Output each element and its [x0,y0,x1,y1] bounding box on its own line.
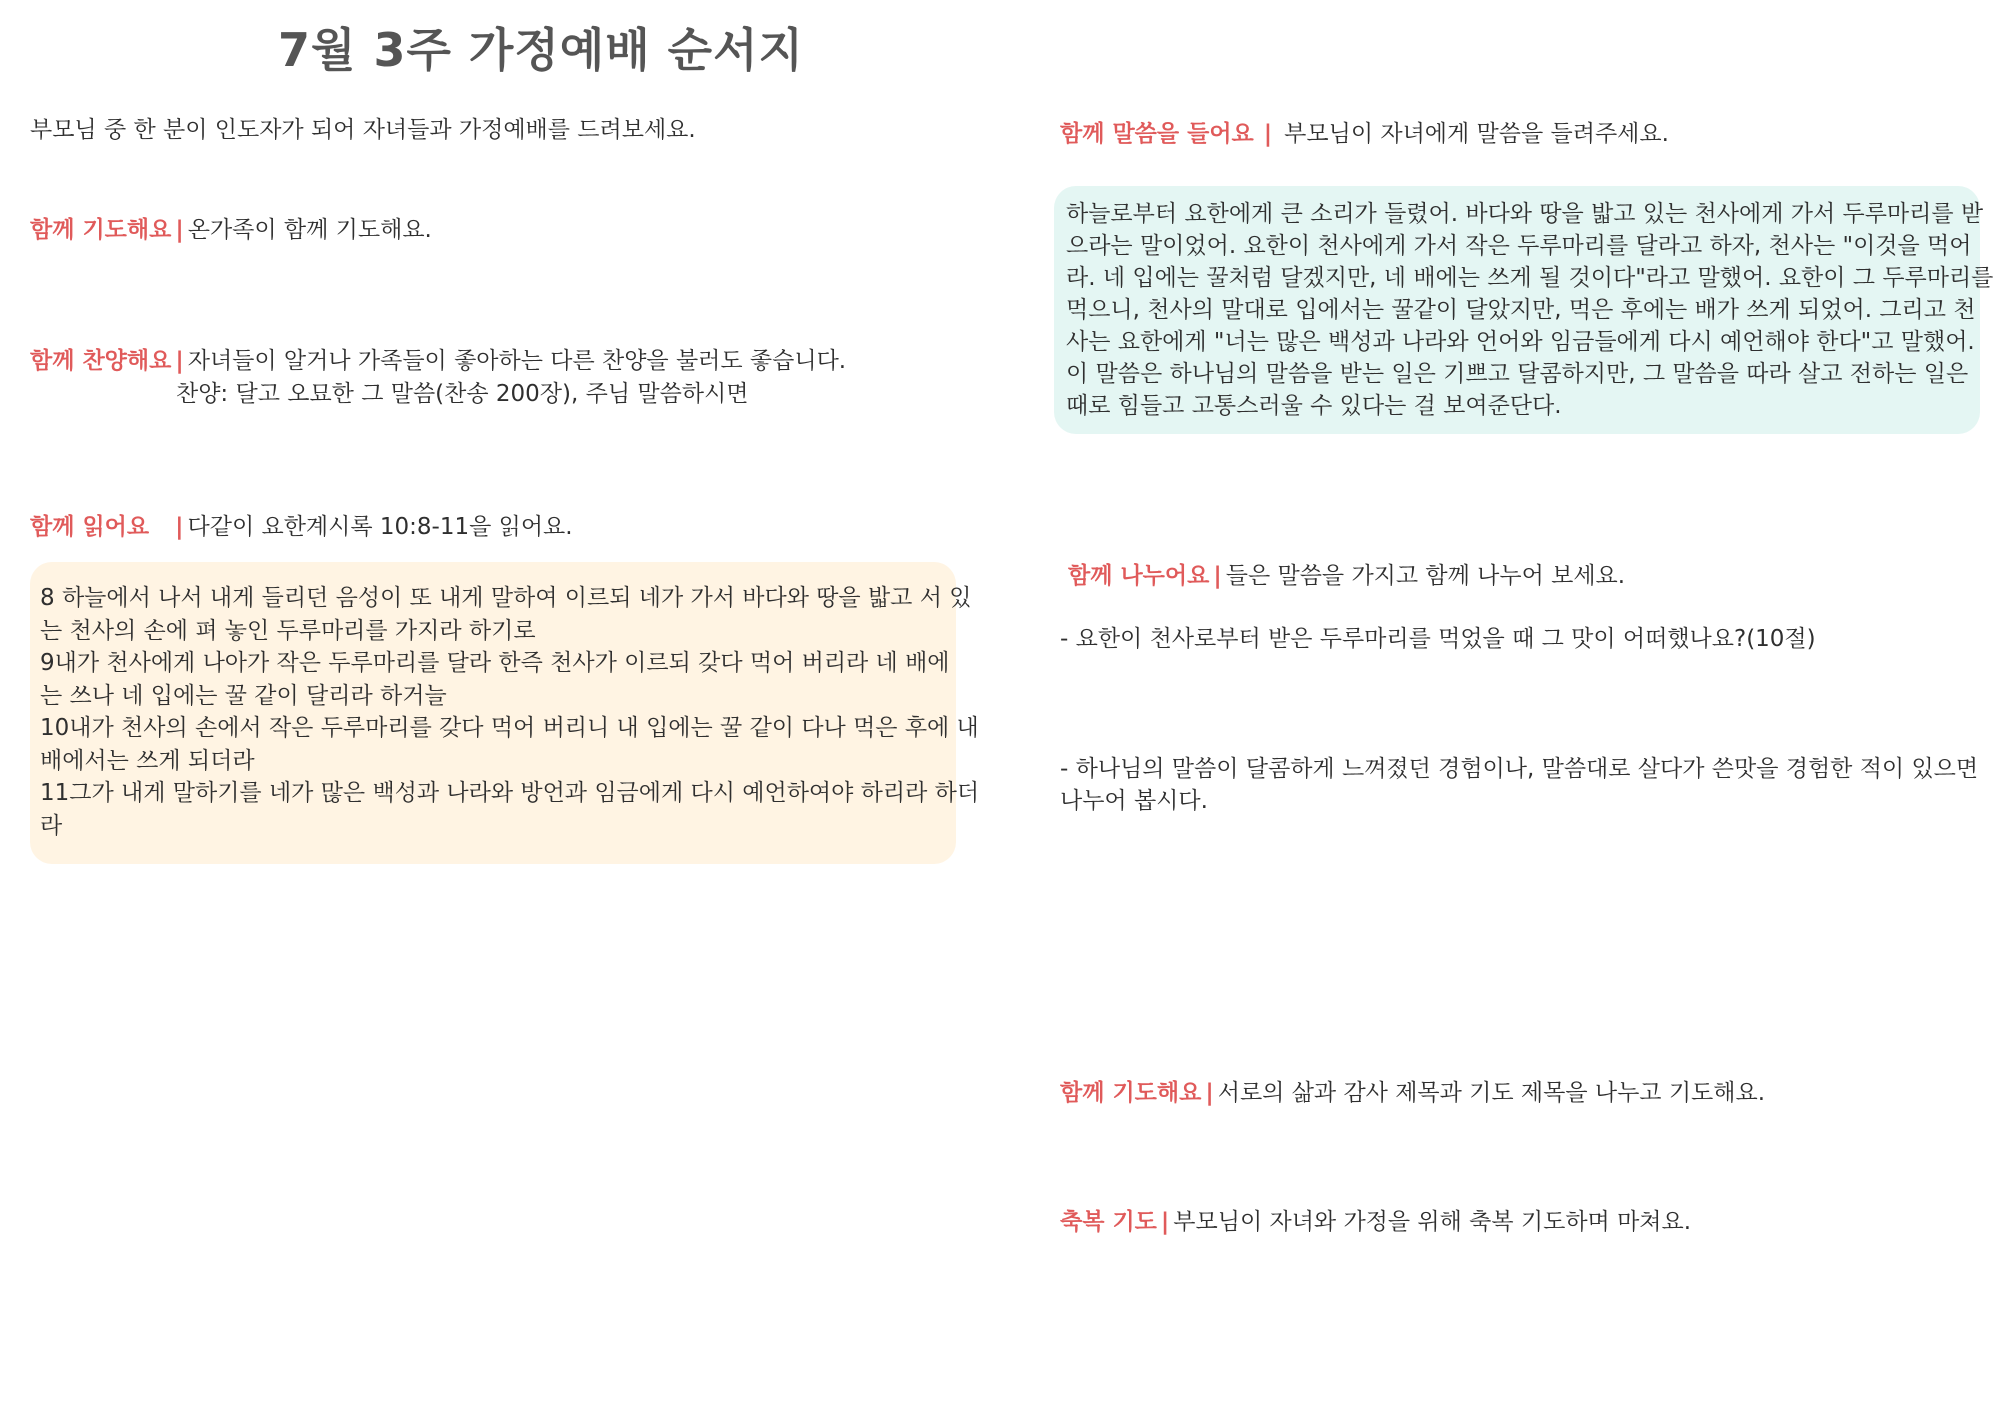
share-question-2: - 하나님의 말씀이 달콤하게 느껴졌던 경험이나, 말씀대로 살다가 쓴맛을 경험한 적이 있으면 [1060,756,1979,782]
passage-line: 는 천사의 손에 펴 놓인 두루마리를 가지라 하기로 [40,617,536,644]
passage-line: 라 [40,812,63,839]
section-heading: 축복 기도 [1060,1209,1157,1235]
section-text: 부모님이 자녀에게 말씀을 들려주세요. [1284,121,1669,147]
section-text: 자녀들이 알거나 가족들이 좋아하는 다른 찬양을 불러도 좋습니다. [187,348,847,374]
passage-line: 9내가 천사에게 나아가 작은 두루마리를 달라 한즉 천사가 이르되 갖다 먹어 버리라 네 배에 [40,650,950,676]
share-question-1: - 요한이 천사로부터 받은 두루마리를 먹었을 때 그 맛이 어떠했나요?(10절) [1060,626,1816,652]
section-reading [30,511,573,543]
story-line: 먹으니, 천사의 말대로 입에서는 꿀같이 달았지만, 먹은 후에는 배가 쓰게 되었어. 그리고 천 [1066,297,1976,323]
divider: | [1205,1080,1214,1106]
section-praise [30,345,846,377]
section-blessing [1060,1206,1691,1238]
story-line: 으라는 말이었어. 요한이 천사에게 가서 작은 두루마리를 달라고 하자, 천사는 "이것을 먹어 [1066,233,1972,259]
section-share [1068,560,1625,592]
divider: | [175,348,184,374]
section-heading: 함께 찬양해요 [30,348,172,374]
section-heading: 함께 읽어요 [30,514,150,540]
passage-line: 10내가 천사의 손에서 작은 두루마리를 갖다 먹어 버리니 내 입에는 꿀 같이 다나 먹은 후에 내 [40,715,979,741]
story-line: 때로 힘들고 고통스러울 수 있다는 걸 보여준단다. [1066,393,1562,419]
divider: | [175,217,184,243]
section-text: 온가족이 함께 기도해요. [187,217,432,243]
passage-line: 는 쓰나 네 입에는 꿀 같이 달리라 하거늘 [40,682,447,709]
section-heading: 함께 기도해요 [1060,1080,1202,1106]
passage-line: 8 하늘에서 나서 내게 들리던 음성이 또 내게 말하여 이르되 네가 가서 바다와 땅을 밟고 서 있 [40,585,972,611]
passage-line: 11그가 내게 말하기를 네가 많은 백성과 나라와 방언과 임금에게 다시 예언하여야 하리라 하더 [40,780,980,806]
section-text: 다같이 요한계시록 10:8-11을 읽어요. [187,514,573,540]
page-title: 7월 3주 가정예배 순서지 [278,23,804,77]
section-text: 부모님이 자녀와 가정을 위해 축복 기도하며 마쳐요. [1173,1209,1692,1235]
divider: | [1160,1209,1170,1235]
intro-text: 부모님 중 한 분이 인도자가 되어 자녀들과 가정예배를 드려보세요. [30,117,696,143]
section-text: 들은 말씀을 가지고 함께 나누어 보세요. [1225,563,1626,589]
divider: | [175,514,184,540]
story-line: 하늘로부터 요한에게 큰 소리가 들렸어. 바다와 땅을 밟고 있는 천사에게 가서 두루마리를 받 [1066,201,1984,227]
section-heading: 함께 나누어요 [1068,563,1210,589]
section-listen [1060,118,1669,150]
divider: | [1263,121,1273,147]
section-prayer-left [30,214,432,246]
story-box [1054,186,1994,434]
story-line: 라. 네 입에는 꿀처럼 달겠지만, 네 배에는 쓰게 될 것이다"라고 말했어. 요한이 그 두루마리를 [1066,265,1994,291]
section-prayer-right [1060,1077,1765,1109]
story-line: 사는 요한에게 "너는 많은 백성과 나라와 언어와 임금들에게 다시 예언해야 한다"고 말했어. [1066,329,1975,355]
section-text: 서로의 삶과 감사 제목과 기도 제목을 나누고 기도해요. [1217,1080,1766,1106]
section-heading: 함께 기도해요 [30,217,172,243]
passage-line: 배에서는 쓰게 되더라 [40,747,255,774]
share-question-2-cont: 나누어 봅시다. [1060,788,1208,814]
story-line: 이 말씀은 하나님의 말씀을 받는 일은 기쁘고 달콤하지만, 그 말씀을 따라 살고 전하는 일은 [1066,361,1969,387]
praise-song: 찬양: 달고 오묘한 그 말씀(찬송 200장), 주님 말씀하시면 [176,381,749,407]
divider: | [1213,563,1222,589]
section-heading: 함께 말씀을 들어요 [1060,121,1254,147]
scripture-passage-box [30,562,980,864]
